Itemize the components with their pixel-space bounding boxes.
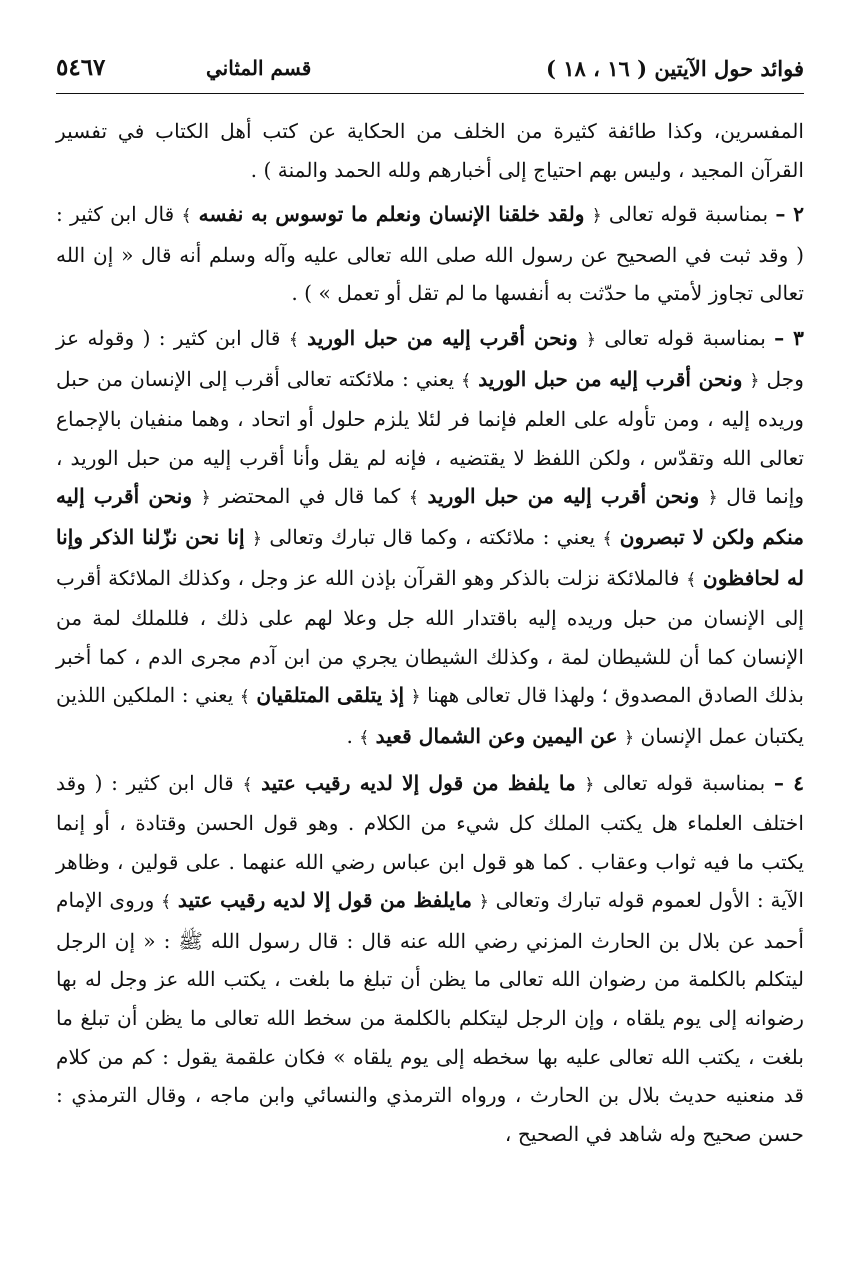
quran-verse: ونحن أقرب إليه من حبل الوريد [307, 325, 578, 350]
quran-bracket-open: ﴿ [707, 488, 718, 509]
paragraph-2 [56, 195, 804, 313]
quran-bracket-open: ﴿ [584, 774, 595, 795]
quran-bracket-close: ﴾ [359, 727, 370, 748]
quran-bracket-open: ﴿ [252, 528, 262, 549]
header-rule [56, 93, 804, 94]
quran-bracket-close: ﴾ [686, 569, 697, 590]
text-run: كما قال في المحتضر [219, 484, 401, 509]
quran-bracket-open: ﴿ [586, 329, 596, 350]
quran-verse: ونحن أقرب إليه من حبل الوريد [427, 484, 700, 509]
quran-bracket-close: ﴾ [181, 206, 192, 227]
quran-bracket-close: ﴾ [239, 687, 250, 708]
quran-verse: ونحن أقرب إليه من حبل الوريد [478, 366, 743, 391]
text-run: بمناسبة قوله تعالى [604, 325, 766, 350]
section-title: قسم المثاني [206, 56, 312, 80]
text-run: بمناسبة قوله تعالى [603, 770, 766, 795]
quran-bracket-close: ﴾ [161, 892, 172, 913]
item-number: ٤ – [773, 770, 805, 795]
text-run: يعني : الملكين اللذين يكتبان عمل الإنسان [56, 683, 804, 748]
quran-bracket-close: ﴾ [408, 488, 419, 509]
quran-bracket-open: ﴿ [591, 206, 602, 227]
paragraph-1 [56, 112, 804, 189]
page-body [56, 112, 804, 1153]
text-run: بمناسبة قوله تعالى [608, 202, 769, 227]
text-run: . [346, 723, 353, 748]
quran-bracket-close: ﴾ [242, 774, 253, 795]
text-run: قال ابن كثير : ( وقوله عز وجل [56, 325, 805, 391]
paragraph-1-text: المفسرين، وكذا طائفة كثيرة من الخلف من الحكاية عن كتب أهل الكتاب في تفسير القرآن المجيد ، وليس بهم احتياج إلى أخبارهم ولله الحمد والمنة ) . [56, 119, 804, 182]
text-run: قال ابن كثير : ( وقد ثبت في الصحيح عن رسول الله صلى الله تعالى عليه وآله وسلم أنه قال « إن الله تعالى تجاوز لأمتي ما حدّثت به أنفسها ما لم تقل أو تعمل » ) . [56, 202, 804, 306]
item-number: ٢ – [775, 202, 805, 227]
quran-verse: إذ يتلقى المتلقيان [256, 683, 405, 708]
quran-bracket-open: ﴿ [200, 488, 211, 509]
chapter-title: فوائد حول الآيتين ( ١٦ ، ١٨ ) [546, 56, 804, 81]
paragraph-4 [56, 764, 804, 1154]
quran-bracket-open: ﴿ [410, 687, 421, 708]
text-run: فالملائكة نزلت بالذكر وهو القرآن بإذن الله عز وجل ، وكذلك الملائكة أقرب إلى الإنسان من حبل وريده إليه باقتدار الله جل وعلا لهم على ذلك ، فللملك لمة من الإنسان كما أن للشيطان لمة ، وكذلك الشيطان يجري من ابن آدم مجرى الدم ، كما أخبر بذلك الصادق المصدوق ؛ ولهذا قال تعالى ههنا [56, 565, 805, 708]
quran-verse: ولقد خلقنا الإنسان ونعلم ما توسوس به نفسه [198, 202, 585, 227]
quran-bracket-close: ﴾ [602, 528, 613, 549]
quran-verse: إنا نحن نزّلنا الذكر وإنا له لحافظون [56, 524, 804, 590]
quran-verse: ما يلفظ من قول إلا لديه رقيب عتيد [261, 770, 576, 795]
text-run: يعني : ملائكته تعالى أقرب إلى الإنسان من حبل وريده إليه ، ومن تأوله على العلم فإنما فر لئلا يلزم حلول أو اتحاد ، وهما منفيان بالإجماع تعالى الله وتقدّس ، ولكن اللفظ لا يقتضيه ، فإنه لم يقل وأنا أقرب إليه من حبل الوريد ، وإنما قال [56, 366, 805, 509]
quran-bracket-open: ﴿ [478, 892, 489, 913]
item-number: ٣ – [774, 325, 804, 350]
page-header [56, 50, 804, 90]
text-run: يعني : ملائكته ، وكما قال تبارك وتعالى [269, 524, 596, 549]
quran-bracket-close: ﴾ [288, 329, 299, 350]
paragraph-3 [56, 319, 804, 758]
quran-verse: ونحن أقرب إليه منكم ولكن لا تبصرون [56, 484, 805, 549]
quran-bracket-close: ﴾ [461, 370, 472, 391]
quran-bracket-open: ﴿ [749, 370, 760, 391]
quran-verse: عن اليمين وعن الشمال قعيد [375, 723, 618, 748]
quran-bracket-open: ﴿ [624, 727, 635, 748]
text-run: وروى الإمام أحمد عن بلال بن الحارث المزني رضي الله عنه قال : قال رسول الله ﷺ : « إن الرجل ليتكلم بالكلمة من رضوان الله تعالى ما يظن أن تبلغ ما بلغت ، يكتب الله عز وجل له بها رضوانه إلى يوم يلقاه ، وإن الرجل ليتكلم بالكلمة من سخط الله تعالى ما يظن أن تبلغ ما بلغت ، يكتب الله تعالى عليه بها سخطه إلى يوم يلقاه » فكان علقمة يقول : كم من كلام قد منعنيه حديث بلال بن الحارث ، ورواه الترمذي والنسائي وابن ماجه ، وقال الترمذي : حسن صحيح وله شاهد في الصحيح ، [56, 888, 804, 1146]
text-run: قال ابن كثير : ( وقد اختلف العلماء هل يكتب الملك كل شيء من الكلام . وهو قول الحسن وقتادة ، أو إنما يكتب ما فيه ثواب وعقاب . كما هو قول ابن عباس رضي الله عنهما . على قولين ، وظاهر الآية : الأول لعموم قوله تبارك وتعالى [56, 770, 805, 913]
page-number: ٥٤٦٧ [56, 54, 106, 81]
quran-verse: مايلفظ من قول إلا لديه رقيب عتيد [177, 888, 473, 913]
